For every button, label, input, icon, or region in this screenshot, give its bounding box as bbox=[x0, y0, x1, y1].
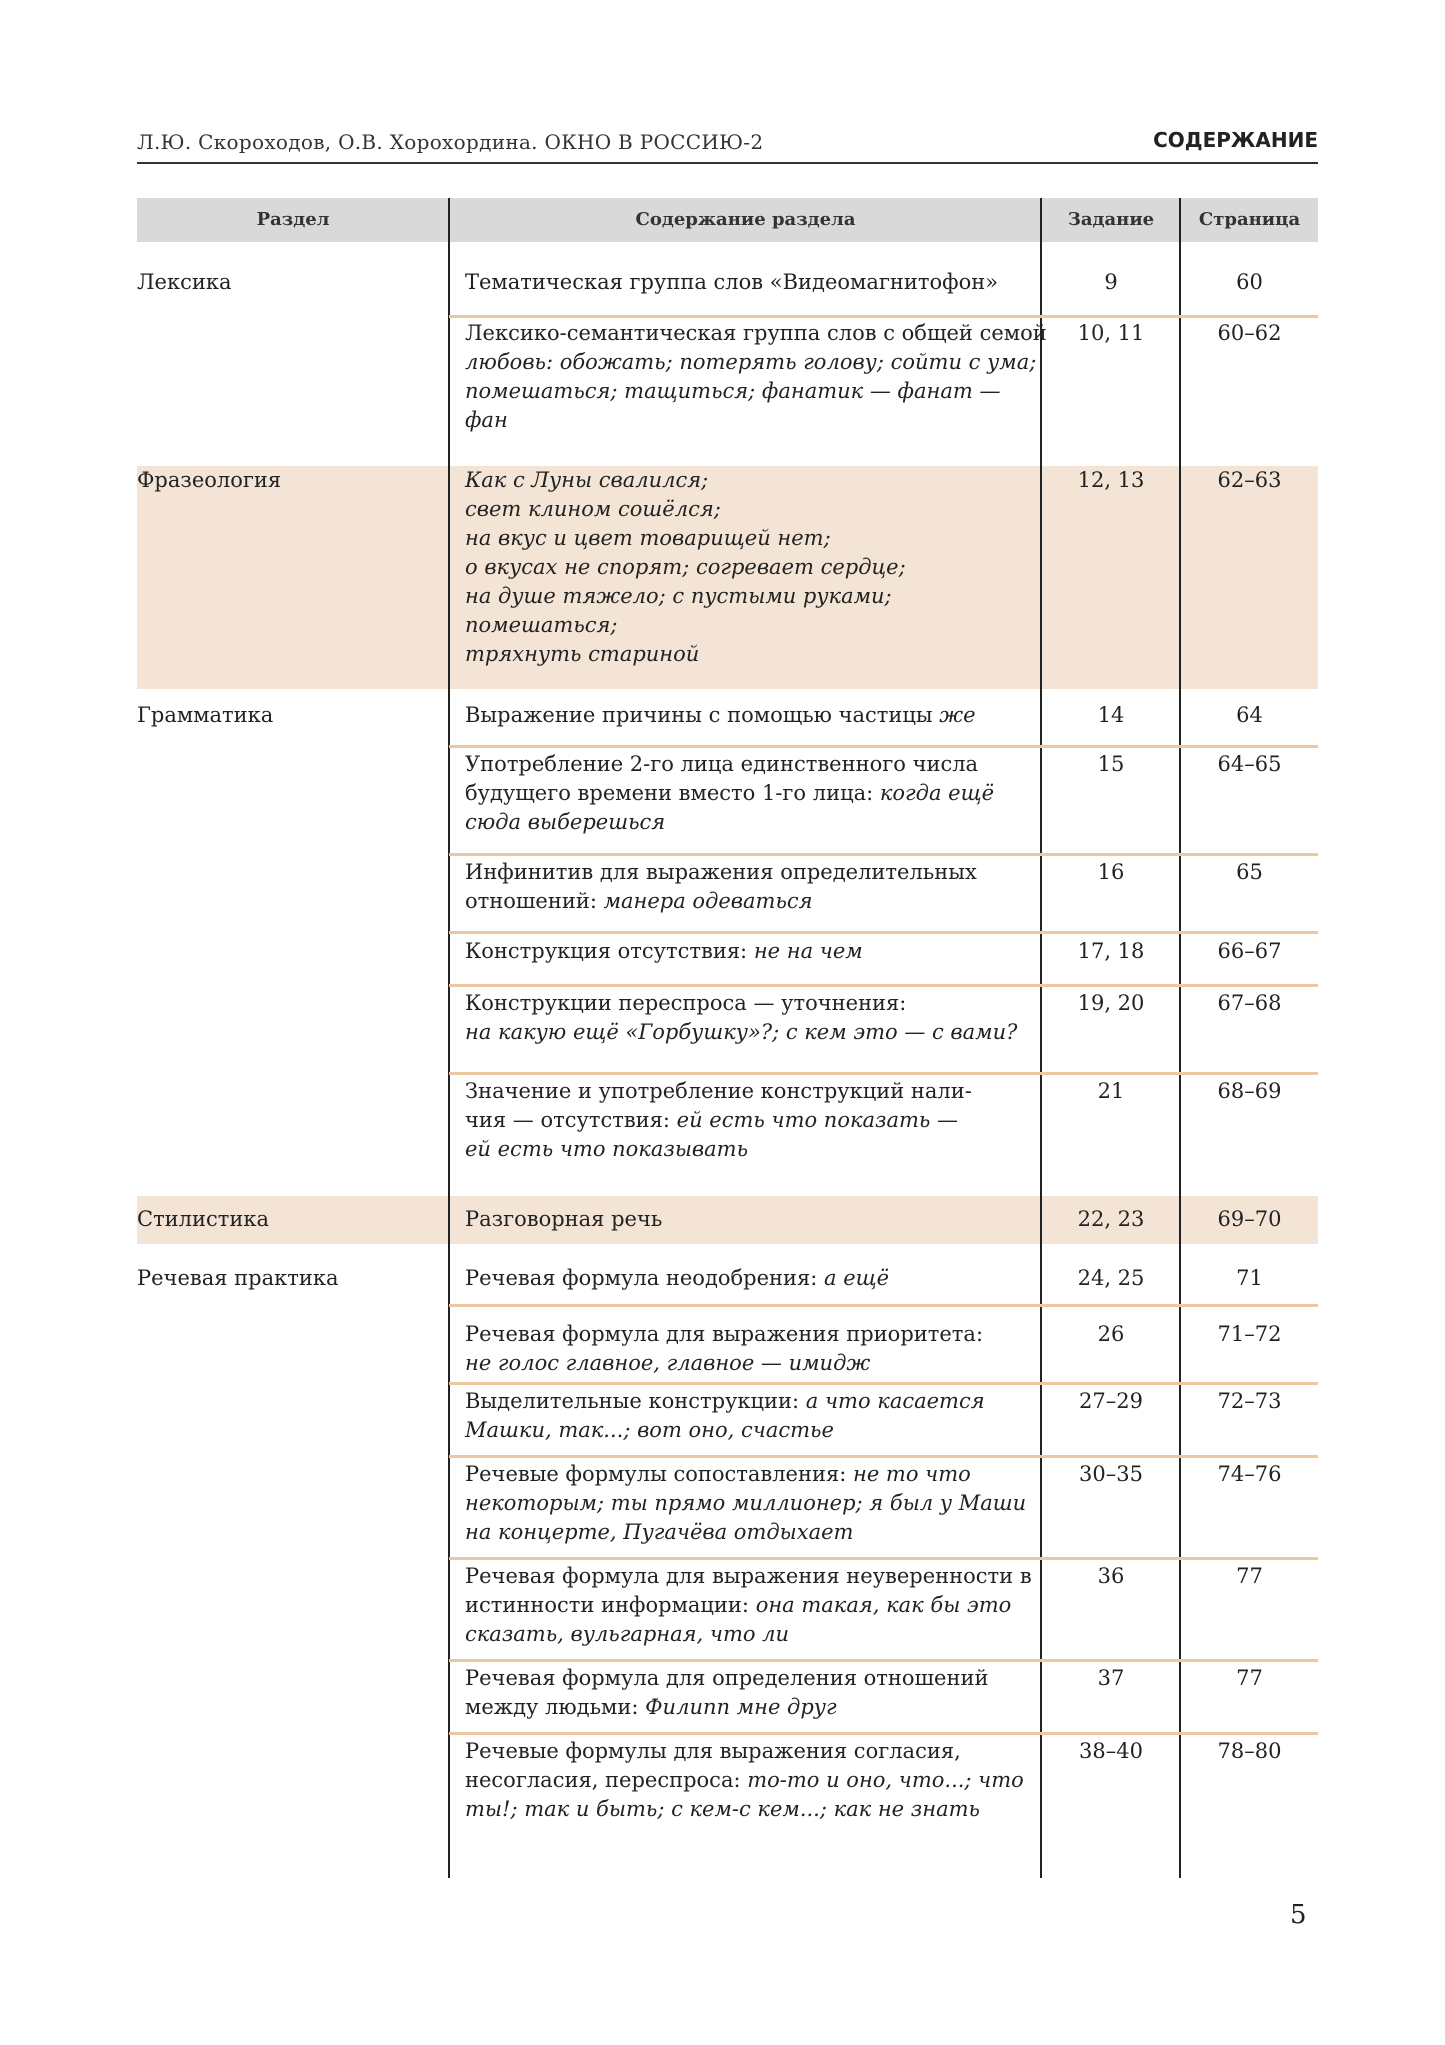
task-number: 12, 13 bbox=[1077, 468, 1145, 492]
task-number: 22, 23 bbox=[1077, 1207, 1145, 1231]
row-separator bbox=[449, 1455, 1318, 1458]
page-number: 72–73 bbox=[1217, 1389, 1282, 1413]
row-separator bbox=[449, 1659, 1318, 1662]
content-cell: Лексико-семантическая группа слов с общей семой любовь: обожать; потерять голову; сойти с ума; помешаться; тащиться; фанатик — фанат — фан bbox=[465, 321, 1047, 432]
task-number: 14 bbox=[1097, 703, 1125, 727]
page-number: 71–72 bbox=[1217, 1322, 1282, 1346]
page-number: 78–80 bbox=[1217, 1739, 1282, 1763]
section-label: Лексика bbox=[137, 270, 232, 294]
task-number: 26 bbox=[1097, 1322, 1125, 1346]
content-cell: Выделительные конструкции: а что касается Машки, так...; вот оно, счастье bbox=[465, 1389, 985, 1442]
content-cell: Конструкция отсутствия: не на чем bbox=[465, 939, 863, 963]
row-separator bbox=[449, 1382, 1318, 1385]
content-cell: Речевые формулы для выражения согласия, несогласия, переспроса: то-то и оно, что...; что ты!; так и быть; с кем-с кем...; как не знать bbox=[465, 1739, 1024, 1821]
page-number: 60–62 bbox=[1217, 321, 1282, 345]
content-cell: Как с Луны свалился; свет клином сошёлся; на вкус и цвет товарищей нет; о вкусах не спорят; согревает сердце; на душе тяжело; с пустыми руками; помешаться; тряхнуть стариной bbox=[465, 468, 906, 666]
column-rule bbox=[1179, 198, 1181, 1878]
contents-table bbox=[137, 198, 1318, 1878]
task-number: 10, 11 bbox=[1077, 321, 1145, 345]
content-cell: Тематическая группа слов «Видеомагнитофон» bbox=[465, 270, 999, 294]
page-number: 64 bbox=[1236, 703, 1263, 727]
row-separator bbox=[449, 1304, 1318, 1307]
content-cell: Значение и употребление конструкций нали- чия — отсутствия: ей есть что показать — ей есть что показывать bbox=[465, 1079, 972, 1161]
section-label: Грамматика bbox=[137, 703, 274, 727]
col-header-content: Содержание раздела bbox=[635, 209, 856, 230]
content-cell: Употребление 2-го лица единственного числа будущего времени вместо 1-го лица: когда ещё сюда выберешься bbox=[465, 752, 995, 834]
header-authors-title: Л.Ю. Скороходов, О.В. Хорохордина. ОКНО В РОССИЮ-2 bbox=[137, 130, 764, 154]
col-header-page: Страница bbox=[1198, 209, 1301, 230]
task-number: 19, 20 bbox=[1077, 991, 1145, 1015]
page-number: 65 bbox=[1236, 860, 1263, 884]
task-number: 24, 25 bbox=[1077, 1266, 1145, 1290]
content-cell: Конструкции переспроса — уточнения: на какую ещё «Горбушку»?; с кем это — с вами? bbox=[465, 991, 1018, 1044]
row-separator bbox=[449, 315, 1318, 318]
table-header bbox=[137, 198, 1318, 242]
row-separator bbox=[449, 931, 1318, 934]
running-header bbox=[137, 128, 1318, 164]
page-number: 68–69 bbox=[1217, 1079, 1282, 1103]
content-cell: Речевая формула для выражения приоритета: не голос главное, главное — имидж bbox=[465, 1322, 984, 1375]
row-separator bbox=[449, 1557, 1318, 1560]
column-rule bbox=[448, 198, 450, 1878]
page-number: 77 bbox=[1236, 1666, 1263, 1690]
task-number: 30–35 bbox=[1079, 1462, 1143, 1486]
section-label: Стилистика bbox=[137, 1207, 270, 1231]
row-separator bbox=[449, 745, 1318, 748]
page-number-footer: 5 bbox=[1290, 1900, 1307, 1930]
page-number: 62–63 bbox=[1217, 468, 1282, 492]
content-cell: Инфинитив для выражения определительных отношений: манера одеваться bbox=[465, 860, 977, 913]
page-number: 74–76 bbox=[1217, 1462, 1282, 1486]
content-cell: Речевые формулы сопоставления: не то что некоторым; ты прямо миллионер; я был у Маши на концерте, Пугачёва отдыхает bbox=[465, 1462, 1027, 1544]
page-number: 60 bbox=[1236, 270, 1263, 294]
task-number: 21 bbox=[1097, 1079, 1125, 1103]
header-rule bbox=[137, 162, 1318, 164]
row-separator bbox=[449, 984, 1318, 987]
task-number: 37 bbox=[1097, 1666, 1125, 1690]
content-cell: Речевая формула неодобрения: а ещё bbox=[465, 1266, 890, 1290]
section-label: Речевая практика bbox=[137, 1266, 339, 1290]
page-number: 71 bbox=[1236, 1266, 1263, 1290]
col-header-section: Раздел bbox=[256, 209, 330, 230]
section-label: Фразеология bbox=[137, 468, 282, 492]
page-number: 69–70 bbox=[1217, 1207, 1282, 1231]
task-number: 27–29 bbox=[1079, 1389, 1143, 1413]
row-separator bbox=[449, 853, 1318, 856]
content-cell: Речевая формула для определения отношений между людьми: Филипп мне друг bbox=[465, 1666, 989, 1719]
col-header-task: Задание bbox=[1067, 209, 1155, 230]
content-cell: Выражение причины с помощью частицы же bbox=[465, 703, 976, 727]
task-number: 16 bbox=[1097, 860, 1125, 884]
task-number: 38–40 bbox=[1079, 1739, 1143, 1763]
task-number: 9 bbox=[1104, 270, 1118, 294]
content-cell: Разговорная речь bbox=[465, 1207, 663, 1231]
row-separator bbox=[449, 1072, 1318, 1075]
task-number: 36 bbox=[1097, 1564, 1125, 1588]
page-number: 67–68 bbox=[1217, 991, 1282, 1015]
content-cell: Речевая формула для выражения неуверенности в истинности информации: она такая, как бы это сказать, вульгарная, что ли bbox=[465, 1564, 1032, 1646]
row-separator bbox=[449, 1732, 1318, 1735]
task-number: 15 bbox=[1097, 752, 1125, 776]
page-number: 64–65 bbox=[1217, 752, 1282, 776]
page-number: 77 bbox=[1236, 1564, 1263, 1588]
header-section-title: СОДЕРЖАНИЕ bbox=[1153, 128, 1318, 152]
page-number: 66–67 bbox=[1217, 939, 1282, 963]
task-number: 17, 18 bbox=[1077, 939, 1145, 963]
